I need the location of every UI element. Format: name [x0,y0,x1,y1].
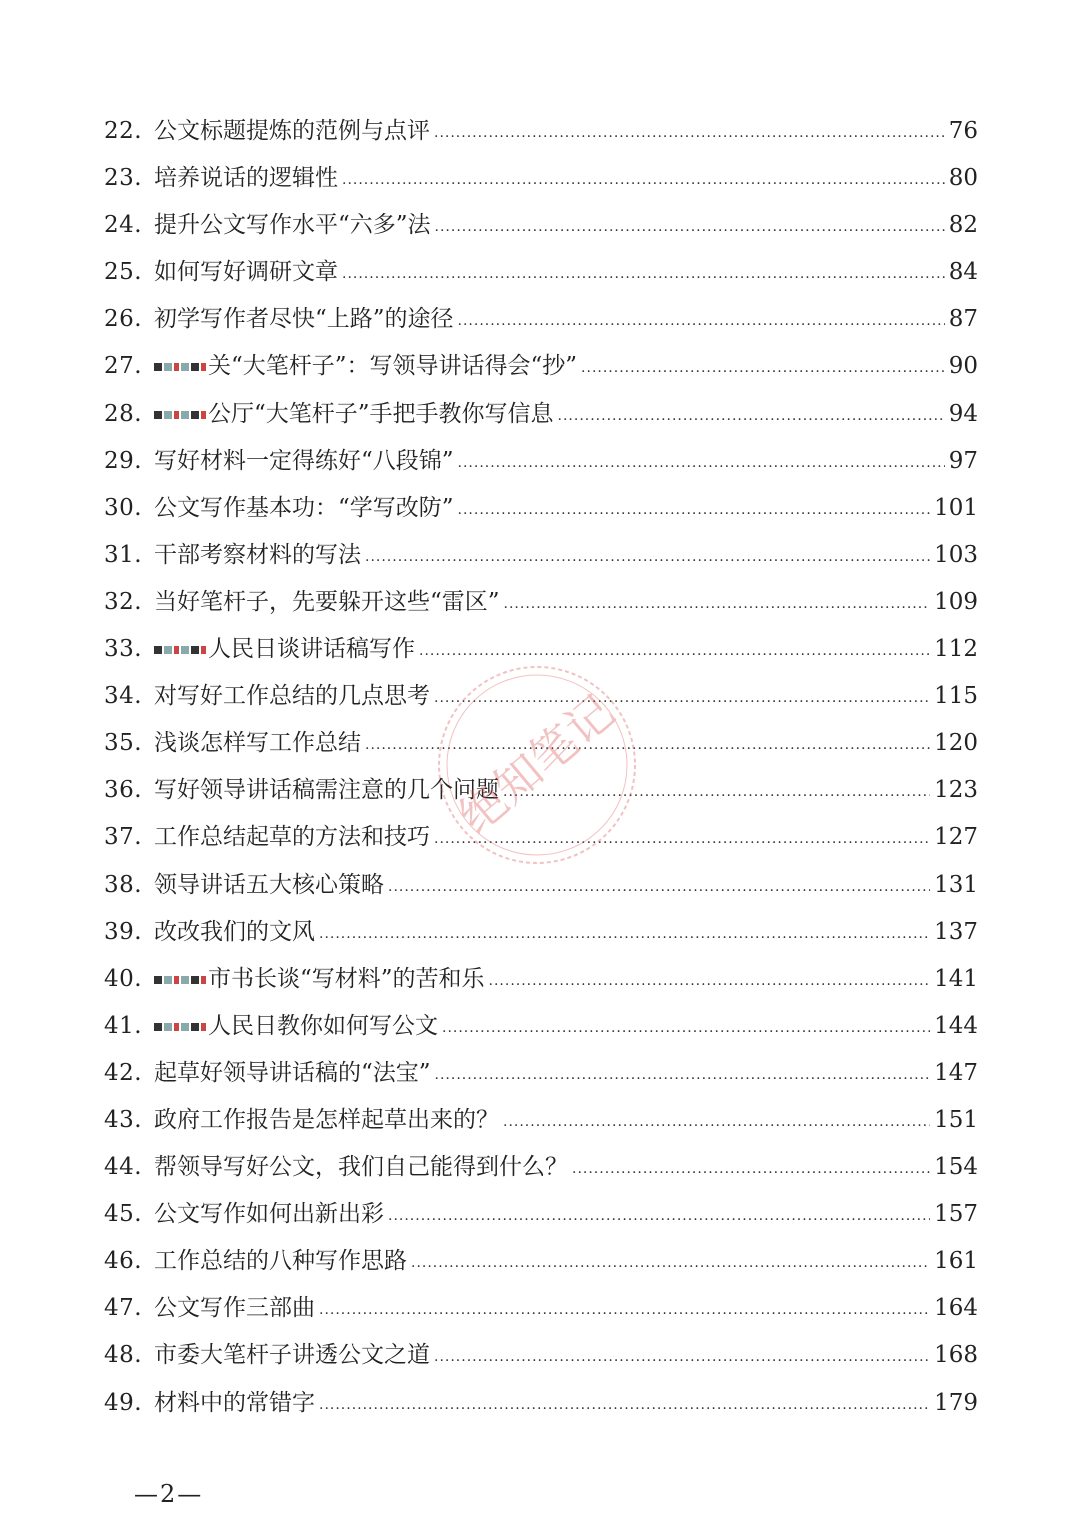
toc-entry-title: 公文标题提炼的范例与点评 [154,118,430,144]
toc-entry-number: 34. [104,683,143,710]
toc-entry [104,1285,978,1332]
toc-entry-number: 49. [104,1389,143,1416]
toc-entry-title: 关“大笔杆子”：写领导讲话得会“抄” [208,353,578,380]
toc-entry [104,673,978,720]
toc-dot-leader [434,675,930,722]
toc-entry [104,1097,978,1144]
toc-entry-page: 154 [934,1154,978,1181]
toc-entry-number: 24. [104,212,143,239]
toc-entry-number: 25. [104,259,143,286]
toc-entry [104,1191,978,1238]
toc-entry [104,296,978,343]
toc-entry-title: 人民日谈讲话稿写作 [208,636,415,663]
toc-entry-page: 131 [934,871,978,898]
toc-entry-title: 写好材料一定得练好“八段锦” [154,447,454,474]
toc-dot-leader [442,1005,930,1052]
redacted-mosaic [154,624,208,638]
toc-dot-leader [342,251,945,298]
toc-entry [104,108,978,155]
toc-dot-leader [458,440,945,487]
toc-entry-title: 如何写好调研文章 [154,259,338,286]
toc-entry-page: 109 [934,588,978,615]
toc-entry-title: 写好领导讲话稿需注意的几个问题 [154,777,499,804]
toc-entry-title: 市书长谈“写材料”的苦和乐 [208,965,485,992]
toc-entry [104,1238,978,1285]
toc-entry-page: 164 [934,1295,978,1322]
toc-entry [104,720,978,767]
toc-entry [104,343,978,390]
toc-entry-page: 76 [948,118,978,144]
toc-entry-number: 48. [104,1342,143,1369]
redacted-mosaic [154,954,208,968]
toc-dot-leader [319,1382,930,1429]
toc-entry-title: 当好笔杆子，先要躲开这些“雷区” [154,588,500,615]
toc-entry [104,391,978,438]
toc-entry [104,202,978,249]
toc-entry-page: 127 [934,824,978,851]
toc-dot-leader [434,816,930,863]
toc-dot-leader [319,1287,930,1334]
toc-entry-number: 26. [104,306,143,333]
toc-entry-number: 39. [104,918,143,945]
toc-entry [104,579,978,626]
toc-entry-title: 干部考察材料的写法 [154,541,361,568]
toc-entry-title: 公文写作如何出新出彩 [154,1201,384,1228]
toc-entry [104,1380,978,1427]
toc-entry-title: 材料中的常错字 [154,1389,315,1416]
toc-entry-title: 工作总结起草的方法和技巧 [154,824,430,851]
toc-entry-page: 157 [934,1201,978,1228]
toc-dot-leader [342,157,945,204]
toc-entry-page: 179 [934,1389,978,1416]
toc-entry-page: 144 [934,1012,978,1039]
toc-entry-page: 94 [948,400,978,427]
toc-dot-leader [435,1052,931,1099]
toc-entry-page: 147 [934,1059,978,1086]
toc-dot-leader [411,1240,930,1287]
toc-dot-leader [388,864,930,911]
toc-entry [104,814,978,861]
toc-entry-number: 32. [104,588,143,615]
toc-entry-title: 公文写作三部曲 [154,1295,315,1322]
toc-entry [104,1332,978,1379]
toc-entry-title: 改改我们的文风 [154,918,315,945]
toc-entry [104,909,978,956]
toc-entry-number: 28. [104,400,143,427]
toc-entry [104,485,978,532]
toc-entry [104,532,978,579]
toc-entry-number: 33. [104,636,143,663]
toc-dot-leader [504,581,931,628]
toc-entry-number: 45. [104,1201,143,1228]
toc-entry-page: 141 [934,965,978,992]
toc-entry-page: 82 [948,212,978,239]
toc-entry-number: 46. [104,1248,143,1275]
toc-dot-leader [434,1334,930,1381]
toc-entry-number: 22. [104,118,143,144]
toc-entry-number: 27. [104,353,143,380]
toc-dot-leader [458,487,931,534]
toc-entry-page: 90 [948,353,978,380]
toc-entry-title: 政府工作报告是怎样起草出来的？ [154,1106,499,1133]
toc-entry [104,249,978,296]
toc-entry-number: 44. [104,1154,143,1181]
toc-entry-page: 168 [934,1342,978,1369]
toc-dot-leader [581,345,945,392]
toc-entry-title: 人民日教你如何写公文 [208,1012,438,1039]
toc-entry-title: 培养说话的逻辑性 [154,165,338,192]
toc-entry-page: 97 [948,447,978,474]
toc-dot-leader [558,393,945,440]
toc-entry-number: 23. [104,165,143,192]
redacted-mosaic [154,341,208,355]
toc-entry-page: 137 [934,918,978,945]
toc-entry-page: 84 [948,259,978,286]
toc-entry-page: 80 [948,165,978,192]
toc-entry-number: 31. [104,541,143,568]
toc-entry [104,626,978,673]
toc-entry-page: 151 [934,1106,978,1133]
toc-entry-number: 43. [104,1106,143,1133]
toc-entry-page: 123 [934,777,978,804]
page-number: —2— [134,1480,204,1508]
toc-dot-leader [503,1099,930,1146]
toc-dot-leader [365,534,930,581]
toc-entry-number: 30. [104,494,143,521]
toc-entry-title: 起草好领导讲话稿的“法宝” [154,1059,431,1086]
toc-dot-leader [572,1146,930,1193]
redacted-mosaic [154,1001,208,1015]
toc-dot-leader [458,298,945,345]
toc-entry [104,767,978,814]
toc-dot-leader [489,958,931,1005]
toc-entry-page: 103 [934,541,978,568]
toc-entry [104,1003,978,1050]
toc-entry-title: 浅谈怎样写工作总结 [154,730,361,757]
toc-entry-number: 36. [104,777,143,804]
toc-entry-number: 40. [104,965,143,992]
toc-dot-leader [503,769,930,816]
toc-entry-page: 120 [934,730,978,757]
toc-dot-leader [365,722,930,769]
toc-entry [104,862,978,909]
toc-entry-number: 42. [104,1059,143,1086]
toc-entry-number: 35. [104,730,143,757]
toc-entry [104,1144,978,1191]
toc-entry-page: 115 [934,683,978,710]
toc-entry-title: 公文写作基本功：“学写改防” [154,494,454,521]
toc-entry-title: 对写好工作总结的几点思考 [154,683,430,710]
toc-entry-number: 29. [104,447,143,474]
toc-entry-page: 101 [934,494,978,521]
toc-entry-title: 工作总结的八种写作思路 [154,1248,407,1275]
toc-entry-page: 161 [934,1248,978,1275]
toc-dot-leader [388,1193,930,1240]
toc-entry [104,1050,978,1097]
toc-dot-leader [319,911,930,958]
watermark-text: 绝知笔记 [448,684,625,845]
toc-entry [104,155,978,202]
toc-entry-number: 37. [104,824,143,851]
toc-entry-title: 市委大笔杆子讲透公文之道 [154,1342,430,1369]
toc-entry-page: 87 [948,306,978,333]
redacted-mosaic [154,389,208,403]
toc-entry-number: 38. [104,871,143,898]
toc-entry-title: 公厅“大笔杆子”手把手教你写信息 [208,400,554,427]
toc-dot-leader [435,204,945,251]
toc-entry-title: 帮领导写好公文，我们自己能得到什么？ [154,1154,568,1181]
toc-entry-number: 47. [104,1295,143,1322]
toc-entry-title: 领导讲话五大核心策略 [154,871,384,898]
toc-entry-page: 112 [934,636,978,663]
toc-entry-title: 提升公文写作水平“六多”法 [154,212,431,239]
toc-entry [104,956,978,1003]
table-of-contents [104,108,978,1427]
toc-dot-leader [419,628,930,675]
toc-entry [104,438,978,485]
toc-entry-number: 41. [104,1012,143,1039]
toc-entry-title: 初学写作者尽快“上路”的途径 [154,306,454,333]
toc-dot-leader [434,110,945,157]
